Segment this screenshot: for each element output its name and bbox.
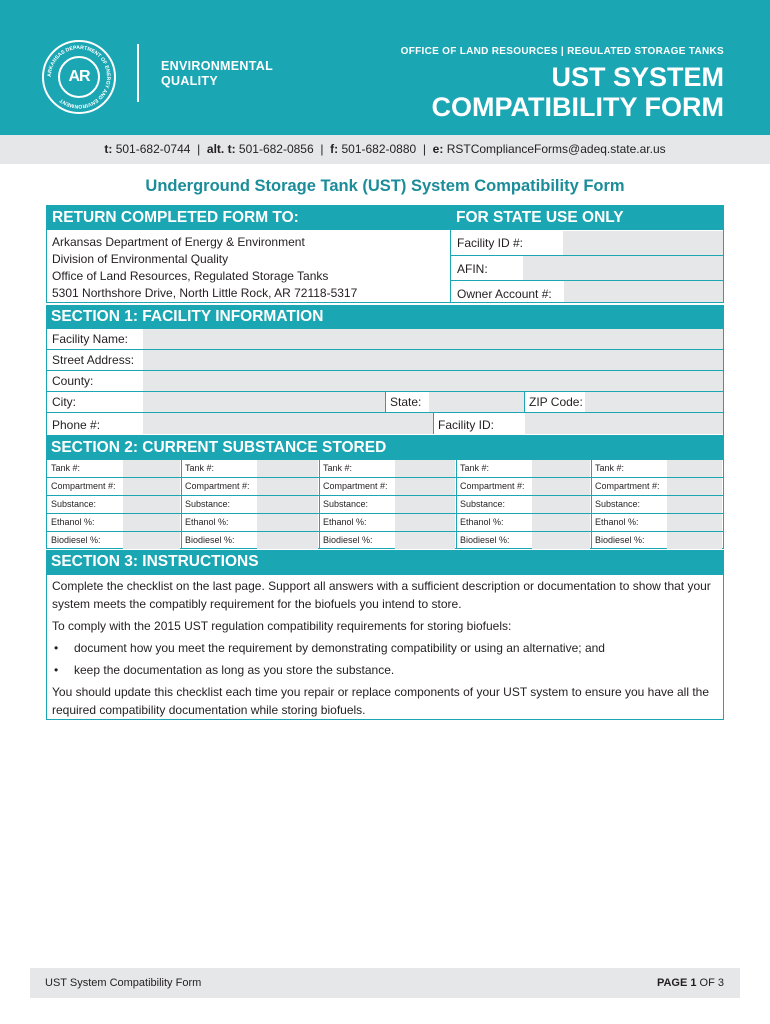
- section2-label-r0-c3: Tank #:: [460, 463, 490, 473]
- svg-text:ARKANSAS DEPARTMENT OF ENERGY: ARKANSAS DEPARTMENT OF ENERGY AND ENVIRONMENT: [46, 44, 112, 110]
- state-facility-id-field[interactable]: [563, 231, 723, 255]
- owner-account-label: Owner Account #:: [457, 287, 552, 301]
- form-title: UST SYSTEM COMPATIBILITY FORM: [431, 62, 724, 122]
- section2-label-r1-c0: Compartment #:: [51, 481, 116, 491]
- section2-label-r4-c2: Biodiesel %:: [323, 535, 373, 545]
- section2-field-r0-c0[interactable]: [123, 460, 180, 477]
- instructions-para2: To comply with the 2015 UST regulation compatibility requirements for storing biofuels:: [52, 619, 512, 633]
- city-label: City:: [52, 395, 76, 409]
- section2-label-r0-c0: Tank #:: [51, 463, 81, 473]
- document-title: Underground Storage Tank (UST) System Compatibility Form: [145, 177, 625, 195]
- afin-label: AFIN:: [457, 262, 488, 276]
- section2-field-r4-c0[interactable]: [123, 532, 180, 549]
- section2-label-r4-c1: Biodiesel %:: [185, 535, 235, 545]
- footer-form-name: UST System Compatibility Form: [45, 977, 202, 989]
- section2-field-r4-c1[interactable]: [257, 532, 318, 549]
- section3-heading: SECTION 3: INSTRUCTIONS: [46, 550, 724, 574]
- section2-label-r4-c4: Biodiesel %:: [595, 535, 645, 545]
- section2-field-r3-c2[interactable]: [395, 514, 455, 531]
- section2-label-r1-c4: Compartment #:: [595, 481, 660, 491]
- city-field[interactable]: [143, 392, 385, 412]
- state-facility-id-label: Facility ID #:: [457, 236, 524, 250]
- section2-field-r1-c3[interactable]: [532, 478, 590, 495]
- state-field[interactable]: [429, 392, 524, 412]
- section2-field-r2-c2[interactable]: [395, 496, 455, 513]
- section2-label-r0-c2: Tank #:: [323, 463, 353, 473]
- section2-field-r1-c0[interactable]: [123, 478, 180, 495]
- section2-label-r4-c3: Biodiesel %:: [460, 535, 510, 545]
- state-use-heading: FOR STATE USE ONLY: [451, 206, 723, 230]
- facility-id-field[interactable]: [525, 413, 723, 434]
- return-address: Arkansas Department of Energy & Environment Division of Environmental Quality Office of Land Resources, Regulated Storage Tanks 5301 Northshore Drive, North Little Rock, AR 72118-5317: [52, 235, 358, 300]
- section2-label-r3-c4: Ethanol %:: [595, 517, 639, 527]
- section2-field-r1-c1[interactable]: [257, 478, 318, 495]
- phone-label: Phone #:: [52, 418, 101, 432]
- afin-field[interactable]: [523, 256, 723, 280]
- section2-label-r2-c0: Substance:: [51, 499, 97, 509]
- section2-field-r4-c2[interactable]: [395, 532, 455, 549]
- street-address-field[interactable]: [143, 350, 723, 370]
- agency-seal-logo: [42, 40, 116, 114]
- county-field[interactable]: [143, 371, 723, 391]
- section2-label-r2-c1: Substance:: [185, 499, 231, 509]
- county-label: County:: [52, 374, 94, 388]
- section2-field-r1-c2[interactable]: [395, 478, 455, 495]
- phone-field[interactable]: [143, 413, 433, 434]
- section2-label-r1-c2: Compartment #:: [323, 481, 388, 491]
- logo-divider: [137, 44, 139, 102]
- section2-field-r0-c1[interactable]: [257, 460, 318, 477]
- section1-heading: SECTION 1: FACILITY INFORMATION: [46, 305, 724, 329]
- office-line: OFFICE OF LAND RESOURCES | REGULATED STORAGE TANKS: [400, 46, 724, 57]
- section2-table: [46, 460, 724, 549]
- instructions-para1: Complete the checklist on the last page. Support all answers with a sufficient description or documentation to show that your system meets the compatibly requirement for the biofuels you intend to store.: [52, 579, 711, 611]
- agency-name: ENVIRONMENTAL QUALITY: [161, 59, 273, 88]
- instructions-bullet1: • document how you meet the requirement by demonstrating compatibility or using an alternative; and: [54, 641, 605, 655]
- section2-field-r4-c3[interactable]: [532, 532, 590, 549]
- section2-field-r2-c0[interactable]: [123, 496, 180, 513]
- facility-name-label: Facility Name:: [52, 332, 129, 346]
- zip-field[interactable]: [585, 392, 723, 412]
- section2-field-r1-c4[interactable]: [667, 478, 722, 495]
- section2-field-r4-c4[interactable]: [667, 532, 722, 549]
- section2-label-r3-c3: Ethanol %:: [460, 517, 504, 527]
- facility-name-field[interactable]: [143, 329, 723, 349]
- section2-label-r1-c3: Compartment #:: [460, 481, 525, 491]
- section2-field-r3-c1[interactable]: [257, 514, 318, 531]
- section2-field-r3-c0[interactable]: [123, 514, 180, 531]
- section2-label-r2-c2: Substance:: [323, 499, 369, 509]
- return-and-state-block: [46, 205, 724, 303]
- owner-account-field[interactable]: [564, 281, 723, 302]
- facility-id-label: Facility ID:: [438, 418, 495, 432]
- page-number: PAGE 1 OF 3: [656, 977, 724, 989]
- section2-field-r2-c1[interactable]: [257, 496, 318, 513]
- section2-label-r2-c4: Substance:: [595, 499, 641, 509]
- return-heading: RETURN COMPLETED FORM TO:: [47, 206, 450, 230]
- instructions-para3: You should update this checklist each time you repair or replace components of your UST system to ensure you have all the required compatibility documentation while storing biofuels.: [52, 685, 710, 717]
- section2-label-r1-c1: Compartment #:: [185, 481, 250, 491]
- seal-text: AR: [68, 68, 90, 85]
- section2-label-r3-c2: Ethanol %:: [323, 517, 367, 527]
- section2-field-r3-c4[interactable]: [667, 514, 722, 531]
- section2-field-r2-c4[interactable]: [667, 496, 722, 513]
- instructions-box: [46, 574, 724, 720]
- section2-field-r3-c3[interactable]: [532, 514, 590, 531]
- zip-label: ZIP Code:: [529, 395, 583, 409]
- section2-field-r0-c4[interactable]: [667, 460, 722, 477]
- section2-label-r3-c0: Ethanol %:: [51, 517, 95, 527]
- contact-strip: t: 501-682-0744 | alt. t: 501-682-0856 | f: 501-682-0880 | e: RSTComplianceForms@adeq.state.ar.us: [0, 135, 770, 164]
- section2-field-r0-c3[interactable]: [532, 460, 590, 477]
- header-banner: [0, 0, 770, 135]
- section2-label-r0-c1: Tank #:: [185, 463, 215, 473]
- section2-label-r2-c3: Substance:: [460, 499, 506, 509]
- page-footer: [30, 968, 740, 998]
- instructions-bullet2: • keep the documentation as long as you store the substance.: [54, 663, 395, 677]
- state-label: State:: [390, 395, 422, 409]
- section1-table: [46, 329, 724, 436]
- section2-heading: SECTION 2: CURRENT SUBSTANCE STORED: [46, 436, 724, 460]
- section2-field-r2-c3[interactable]: [532, 496, 590, 513]
- section2-field-r0-c2[interactable]: [395, 460, 455, 477]
- email-link[interactable]: RSTComplianceForms@adeq.state.ar.us: [446, 142, 666, 156]
- street-address-label: Street Address:: [52, 353, 135, 367]
- section2-label-r4-c0: Biodiesel %:: [51, 535, 101, 545]
- section2-label-r0-c4: Tank #:: [595, 463, 625, 473]
- section2-label-r3-c1: Ethanol %:: [185, 517, 229, 527]
